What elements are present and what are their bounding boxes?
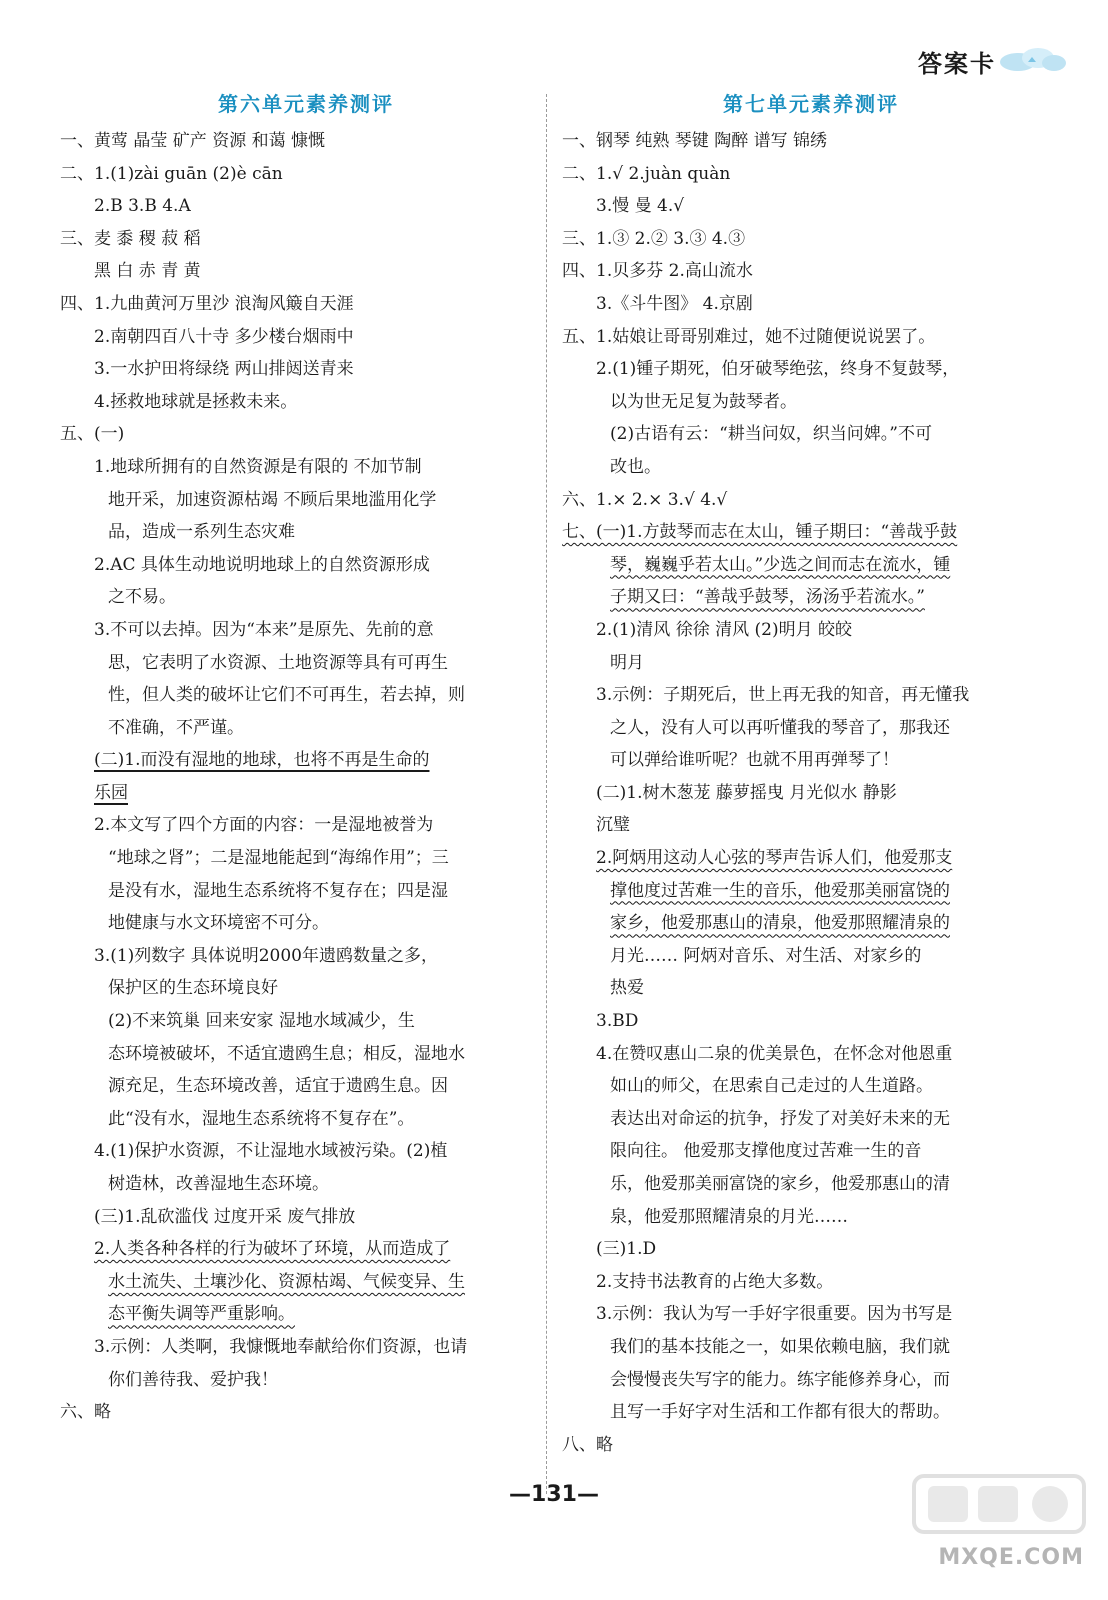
- answer-line: [60, 809, 532, 842]
- answer-line: [60, 1233, 532, 1266]
- answer-text: 乐园: [94, 782, 128, 803]
- answer-text: 子期又曰：“善哉乎鼓琴，汤汤乎若流水。”: [610, 587, 925, 608]
- answer-text: (三)1.乱砍滥伐 过度开采 废气排放: [94, 1206, 356, 1227]
- answer-line: [60, 972, 532, 1005]
- answer-line: [562, 353, 1040, 386]
- answer-line: [562, 1005, 1040, 1038]
- answer-line: [562, 679, 1040, 712]
- answer-line: [60, 288, 532, 321]
- answer-line: [562, 712, 1040, 745]
- answer-line: [60, 549, 532, 582]
- answer-text: 3.(1)列数字 具体说明2000年遗鸥数量之多，: [94, 945, 438, 966]
- answer-text: 如山的师父，在思索自己走过的人生道路。: [610, 1076, 933, 1097]
- answer-text: 3.慢 曼 4.√: [596, 196, 685, 217]
- answer-text: 一、黄莺 晶莹 矿产 资源 和蔼 慷慨: [60, 131, 326, 151]
- answer-line: [60, 418, 532, 451]
- page-number: —131—: [509, 1482, 599, 1507]
- watermark-text: MXQE.COM: [938, 1545, 1084, 1570]
- answer-text: 限向往。 他爱那支撑他度过苦难一生的音: [610, 1141, 922, 1162]
- left-column: [60, 86, 532, 1429]
- answer-line: [60, 223, 532, 256]
- answer-line: [562, 321, 1040, 354]
- answer-line: [60, 158, 532, 191]
- answer-line: [562, 1168, 1040, 1201]
- unit-7-title: 第七单元素养测评: [723, 92, 899, 116]
- answer-text: 水土流失、土壤沙化、资源枯竭、气候变异、生: [108, 1271, 465, 1292]
- answer-line: [562, 451, 1040, 484]
- answer-line: [562, 1103, 1040, 1136]
- answer-line: [60, 1168, 532, 1201]
- answer-line: [60, 647, 532, 680]
- answer-text: 2.南朝四百八十寺 多少楼台烟雨中: [94, 326, 354, 347]
- answer-text: 2.(1)锺子期死，伯牙破琴绝弦，终身不复鼓琴，: [596, 359, 960, 380]
- answer-text: 一、钢琴 纯熟 琴键 陶醉 谱写 锦绣: [562, 131, 828, 151]
- answer-line: [562, 1331, 1040, 1364]
- answer-line: [562, 1364, 1040, 1397]
- answer-line: [562, 1233, 1040, 1266]
- answer-text: 此“没有水，湿地生态系统将不复存在”。: [108, 1108, 415, 1129]
- answer-text: 可以弹给谁听呢？也就不用再弹琴了！: [610, 750, 899, 771]
- answer-line: [562, 1396, 1040, 1429]
- answer-line: [562, 386, 1040, 419]
- answer-text: 五、1.姑娘让哥哥别难过，她不过随便说说罢了。: [562, 326, 936, 347]
- answer-line: [60, 1364, 532, 1397]
- answer-line: [60, 712, 532, 745]
- answer-line: [60, 875, 532, 908]
- answer-text: 2.AC 具体生动地说明地球上的自然资源形成: [94, 554, 430, 575]
- answer-text: 2.本文写了四个方面的内容：一是湿地被誉为: [94, 815, 434, 836]
- answer-line: [60, 1266, 532, 1299]
- answer-line: [562, 875, 1040, 908]
- answer-text: 2.支持书法教育的占绝大多数。: [596, 1271, 834, 1292]
- answer-text: 3.示例：我认为写一手好字很重要。因为书写是: [596, 1304, 953, 1325]
- answer-line: [60, 1135, 532, 1168]
- answer-text: 你们善待我、爱护我！: [108, 1369, 278, 1390]
- answer-text: 态环境被破坏，不适宜遗鸥生息；相反，湿地水: [108, 1043, 465, 1064]
- answer-text: (三)1.D: [596, 1239, 657, 1260]
- answer-line: [60, 614, 532, 647]
- answer-text: 沉璧: [596, 815, 630, 836]
- answer-line: [562, 158, 1040, 191]
- answer-text: 地开采，加速资源枯竭 不顾后果地滥用化学: [108, 489, 437, 510]
- answer-text: 黑 白 赤 青 黄: [94, 261, 201, 282]
- answer-text: 月光…… 阿炳对音乐、对生活、对家乡的: [610, 945, 922, 966]
- answer-line: [60, 679, 532, 712]
- answer-line: [60, 1103, 532, 1136]
- answer-line: [60, 1070, 532, 1103]
- answer-line: [60, 255, 532, 288]
- answer-text: (二)1.树木葱茏 藤萝摇曳 月光似水 静影: [596, 782, 897, 803]
- answer-text: 二、1.√ 2.juàn quàn: [562, 163, 731, 184]
- answer-text: 三、1.③ 2.② 3.③ 4.③: [562, 228, 746, 249]
- answer-text: 之人，没有人可以再听懂我的琴音了，那我还: [610, 717, 950, 738]
- answer-text: 2.(1)清风 徐徐 清风 (2)明月 皎皎: [596, 619, 852, 640]
- answer-line: [60, 1298, 532, 1331]
- answer-line: [60, 1005, 532, 1038]
- cloud-decoration-icon: [998, 46, 1068, 74]
- answer-line: [60, 516, 532, 549]
- answer-text: 二、1.(1)zài guān (2)è cān: [60, 163, 283, 184]
- answer-text: 撑他度过苦难一生的音乐，他爱那美丽富饶的: [610, 880, 950, 901]
- answer-line: [562, 223, 1040, 256]
- answer-text: 七、(一)1.方鼓琴而志在太山，锺子期曰：“善哉乎鼓: [562, 522, 958, 543]
- answer-text: 表达出对命运的抗争，抒发了对美好未来的无: [610, 1108, 950, 1129]
- answer-line: [562, 1298, 1040, 1331]
- answer-line: [60, 1201, 532, 1234]
- answer-text: 泉，他爱那照耀清泉的月光……: [610, 1206, 848, 1227]
- answer-line: [60, 1331, 532, 1364]
- answer-line: [60, 581, 532, 614]
- answer-line: [60, 777, 532, 810]
- unit-6-answers: [60, 125, 532, 1429]
- answer-line: [562, 418, 1040, 451]
- unit-7-answers: [562, 125, 1040, 1461]
- answer-line: [562, 647, 1040, 680]
- answer-line: [562, 940, 1040, 973]
- answer-text: 八、略: [562, 1434, 613, 1455]
- answer-text: 3.示例：人类啊，我慷慨地奉献给你们资源，也请: [94, 1336, 468, 1357]
- answer-line: [562, 972, 1040, 1005]
- answer-line: [562, 744, 1040, 777]
- answer-text: (2)不来筑巢 回来安家 湿地水域减少，生: [108, 1011, 415, 1032]
- answer-text: 3.不可以去掉。因为“本来”是原先、先前的意: [94, 619, 434, 640]
- right-column: [562, 86, 1040, 1461]
- answer-line: [562, 484, 1040, 517]
- answer-line: [562, 907, 1040, 940]
- answer-line: [60, 321, 532, 354]
- unit-6-title: 第六单元素养测评: [218, 92, 394, 116]
- answer-text: 树造林，改善湿地生态环境。: [108, 1174, 329, 1194]
- answer-text: 保护区的生态环境良好: [108, 978, 278, 999]
- answer-text: (2)古语有云：“耕当问奴，织当问婢。”不可: [610, 424, 932, 445]
- answer-line: [562, 549, 1040, 582]
- answer-text: 态平衡失调等严重影响。: [108, 1304, 295, 1325]
- answer-line: [562, 516, 1040, 549]
- answer-text: 4.在赞叹惠山二泉的优美景色，在怀念对他恩重: [596, 1043, 953, 1064]
- answer-line: [562, 581, 1040, 614]
- answer-text: 热爱: [610, 978, 644, 999]
- answer-line: [562, 1266, 1040, 1299]
- answer-text: 是没有水，湿地生态系统将不复存在；四是湿: [108, 880, 448, 901]
- answer-text: 四、1.九曲黄河万里沙 浪淘风簸自天涯: [60, 293, 354, 314]
- answer-text: 2.人类各种各样的行为破坏了环境，从而造成了: [94, 1239, 451, 1260]
- answer-line: [562, 1201, 1040, 1234]
- answer-line: [562, 777, 1040, 810]
- answer-text: 4.拯救地球就是拯救未来。: [94, 391, 298, 412]
- answer-line: [60, 386, 532, 419]
- answer-text: (二)1.而没有湿地的地球，也将不再是生命的: [94, 750, 430, 771]
- answer-line: [60, 907, 532, 940]
- answer-text: “地球之肾”；二是湿地能起到“海绵作用”；三: [108, 848, 449, 869]
- answer-line: [60, 1038, 532, 1071]
- answer-text: 琴，巍巍乎若太山。”少选之间而志在流水，锺: [610, 554, 951, 575]
- answer-line: [562, 288, 1040, 321]
- answer-text: 2.阿炳用这动人心弦的琴声告诉人们，他爱那支: [596, 848, 953, 869]
- answer-line: [60, 940, 532, 973]
- answer-text: 品，造成一系列生态灾难: [108, 522, 295, 543]
- answer-text: 2.B 3.B 4.A: [94, 196, 191, 217]
- answer-text: 乐，他爱那美丽富饶的家乡，他爱那惠山的清: [610, 1174, 950, 1194]
- answer-text: 四、1.贝多芬 2.高山流水: [562, 261, 753, 282]
- answer-text: 4.(1)保护水资源，不让湿地水域被污染。(2)植: [94, 1141, 448, 1162]
- answer-line: [562, 809, 1040, 842]
- answer-text: 之不易。: [108, 587, 176, 608]
- answer-text: 性，但人类的破坏让它们不可再生，若去掉，则: [108, 685, 465, 706]
- answer-text: 六、1.× 2.× 3.√ 4.√: [562, 489, 728, 510]
- answer-text: 3.示例：子期死后，世上再无我的知音，再无懂我: [596, 685, 970, 706]
- answer-line: [562, 614, 1040, 647]
- answer-line: [562, 1070, 1040, 1103]
- answer-text: 1.地球所拥有的自然资源是有限的 不加节制: [94, 456, 422, 477]
- answer-card-tag: 答案卡: [918, 50, 996, 78]
- answer-text: 会慢慢丧失写字的能力。练字能修养身心，而: [610, 1369, 950, 1390]
- answer-line: [562, 1429, 1040, 1462]
- answer-text: 地健康与水文环境密不可分。: [108, 913, 329, 934]
- answer-line: [60, 190, 532, 223]
- answer-text: 六、略: [60, 1402, 111, 1423]
- answer-line: [562, 255, 1040, 288]
- answer-text: 3.BD: [596, 1011, 639, 1032]
- answer-line: [60, 484, 532, 517]
- answer-line: [60, 744, 532, 777]
- answer-text: 3.一水护田将绿绕 两山排闼送青来: [94, 359, 354, 380]
- answer-line: [562, 125, 1040, 158]
- answer-text: 家乡，他爱那惠山的清泉，他爱那照耀清泉的: [610, 913, 950, 934]
- answer-text: 我们的基本技能之一，如果依赖电脑，我们就: [610, 1336, 950, 1357]
- answer-line: [562, 842, 1040, 875]
- answer-line: [60, 125, 532, 158]
- answer-line: [562, 1038, 1040, 1071]
- answer-text: 改也。: [610, 456, 661, 477]
- answer-text: 不准确，不严谨。: [108, 717, 244, 738]
- answer-line: [562, 1135, 1040, 1168]
- answer-text: 以为世无足复为鼓琴者。: [610, 391, 797, 412]
- answer-line: [60, 1396, 532, 1429]
- answer-text: 源充足，生态环境改善，适宜于遗鸥生息。因: [108, 1076, 448, 1097]
- answer-text: 五、(一): [60, 424, 125, 445]
- answer-text: 三、麦 黍 稷 菽 稻: [60, 228, 201, 249]
- answer-text: 明月: [610, 652, 644, 673]
- answer-text: 3.《斗牛图》 4.京剧: [596, 293, 753, 314]
- answer-text: 且写一手好字对生活和工作都有很大的帮助。: [610, 1402, 950, 1423]
- answer-line: [60, 353, 532, 386]
- answer-text: 思，它表明了水资源、土地资源等具有可再生: [108, 652, 448, 673]
- answer-line: [60, 451, 532, 484]
- column-divider: [546, 94, 547, 1494]
- answer-line: [562, 190, 1040, 223]
- answer-line: [60, 842, 532, 875]
